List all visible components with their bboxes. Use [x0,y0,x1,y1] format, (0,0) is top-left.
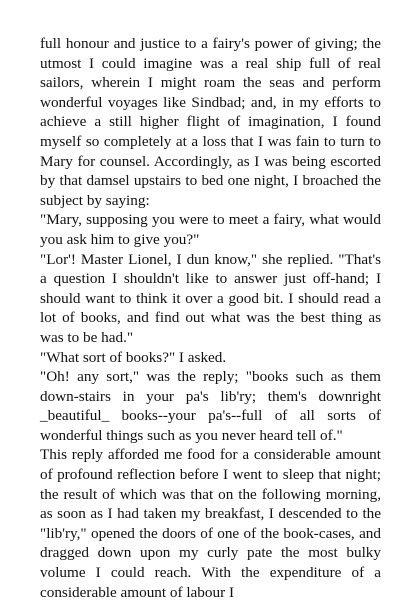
paragraph-3: "Lor'! Master Lionel, I dun know," she replied. "That's a question I shouldn't like to answer just off-hand; I should want to think it over a good bit. I should read a lot of books, and find out what was the best thing as was to be had." [40,250,381,346]
paragraph-1: full honour and justice to a fairy's power of giving; the utmost I could imagine was a real ship full of real sailors, wherein I might roam the seas and perform wonderful voyages like Sindbad; and, in my efforts to achieve a still higher flight of imagination, I found myself so completely at a loss that I was fain to turn to Mary for counsel. Accordingly, as I was being escorted by that damsel upstairs to bed one night, I broached the subject by saying: [40,35,381,209]
paragraph-4: "What sort of books?" I asked. [40,348,227,366]
paragraph-5: "Oh! any sort," was the reply; "books such as them down-stairs in your pa's lib'ry; them's downright _beautiful_ books--your pa's--full of all sorts of wonderful things such as you never heard tell of." [40,368,381,444]
paragraph-2: "Mary, supposing you were to meet a fairy, what would you ask him to give you?" [40,211,381,248]
document-page [40,34,381,602]
paragraph-6: This reply afforded me food for a considerable amount of profound reflection before I went to sleep that night; the result of which was that on the following morning, as soon as I had taken my breakfast, I descended to the "lib'ry," opened the doors of one of the book-cases, and dragged down upon my curly pate the most bulky volume I could reach. With the expenditure of a considerable amount of labour I [40,446,381,601]
